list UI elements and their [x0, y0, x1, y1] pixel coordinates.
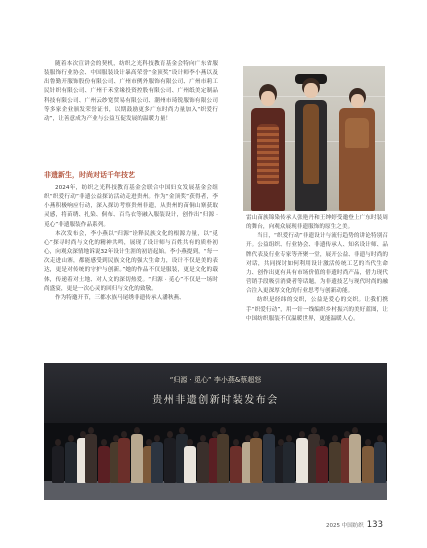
- page-number: 133: [366, 520, 383, 530]
- body-paragraph: 纺织是经纬的交织，公益是爱心的交织。让我们携手“织爱行动”，用一针一线编织乡村振兴的美好蓝图，让中国纺织服装不仅温暖世界，更能温暖人心。: [246, 297, 388, 322]
- person-figure: [197, 435, 209, 483]
- person-figure: [263, 427, 275, 483]
- body-paragraph: 本次发布会，李小燕以“归源”诠释民族文化的根源力量，以“觅心”探寻时尚与文化的精神共鸣，展现了设计师与百姓共有的质朴初心，向观众深情地诉说32年设计生涯的初语起始。李小燕提到，“每一次走进山寨，都能感受到民族文化的强大生命力，设计不仅是美的表达，更是对传统的守护与创新。”她的作品不仅是服装，更是文化的载体，传递着对土地、对人文的深切热爱。“归源 · 觅心”不仅是一场时尚盛宴，更是一次心灵的回归与文化的致敬。: [44, 230, 218, 292]
- publication-name: 2025 中国纺织: [326, 523, 364, 529]
- person-figure: [316, 439, 328, 483]
- person-figure: [230, 439, 242, 483]
- right-column-body: [246, 214, 388, 324]
- runway-models-photo: [243, 66, 385, 211]
- intro-paragraph: 随着本次宣讲会的契机，纺织之光科技教育基金会特向广东省服装服饰行业协会、中国服装设计暴高荣誉“金顶奖”设计师李小燕以及出鲁勤开服饰股份有限公司、广州市例外服饰有限公司、广州市莉工民针织有限公司、广州千禾堂缘投资控股有限公司、广州纸美定制品科技有限公司、广州云纱宽贸易有限公司、潮州市琦锐服饰有限公司等多家企业颁发荣誉证书，以期鼓励更多广东时尚力量加入“织爱行动”，让善意成为产业与公益互促发展的温暖力量！: [44, 61, 218, 122]
- body-paragraph: 雷山苗族锦染传承人张艳丹和王绅婷受邀登上广东时装周的舞台，向观众展现非遗服饰的原生之美。: [246, 215, 388, 231]
- page-footer: [326, 520, 383, 530]
- person-figure: [164, 431, 176, 483]
- intro-paragraph-block: [44, 60, 218, 124]
- person-figure: [374, 435, 386, 483]
- person-figure: [98, 439, 110, 483]
- event-group-photo: [44, 363, 387, 500]
- person-figure: [296, 431, 308, 483]
- model-figure: [249, 84, 287, 211]
- person-figure: [131, 427, 143, 483]
- person-figure: [65, 435, 77, 483]
- person-figure: [362, 439, 374, 483]
- person-figure: [151, 435, 163, 483]
- body-paragraph: 作为特邀开节，三都水族马尾绣非遗传承人潘秋燕、: [55, 294, 185, 301]
- section-heading: 非遗新生，时尚对话千年技艺: [44, 171, 135, 179]
- person-figure: [118, 431, 130, 483]
- person-figure: [184, 439, 196, 483]
- model-figure: [291, 74, 331, 211]
- person-figure: [250, 431, 262, 483]
- person-figure: [217, 427, 229, 483]
- event-title: 贵州非遗创新时装发布会: [152, 395, 279, 406]
- person-figure: [85, 427, 97, 483]
- body-paragraph: 2024年，纺织之光科技教育基金会联合中国妇女发展基金会组织“织爱行动”非遗公益探访活动走进贵州。作为“金顶奖”获得者，李小燕积极响应行动，深入探访考察贵州非遗，从贵州的苗侗山寨获取灵感，将苗绣、扎染、侗布、百鸟衣等融入服装设计，创作出“归源 · 觅心”非遗服装作品系列。: [44, 185, 218, 228]
- stage-floor: [44, 481, 387, 500]
- person-figure: [283, 435, 295, 483]
- body-paragraph: 当日，“织爱行动”非遗设计与流行趋势的讲论特别召开。公益组织、行业协会、非遗传承人、知名设计师、品牌代表及行业专家等齐聚一堂，展开公益、非遗与时尚的对话，共同探讨如何利用设计激活传统工艺的当代生命力、创作出更有具有市场价值的非遗时尚产品，借力现代营销手段吸引消费者等话题，为非遗技艺与现代时尚的融合注入更深厚文化的行业思考与创新动能。: [246, 233, 388, 295]
- event-series-line: “归源 · 觅心” 李小燕&蔡超怒: [169, 376, 262, 384]
- person-figure: [329, 435, 341, 483]
- stage-backdrop: [44, 363, 387, 423]
- person-figure: [349, 427, 361, 483]
- model-figure: [335, 88, 379, 211]
- person-figure: [52, 439, 64, 483]
- left-column-body: [44, 184, 218, 303]
